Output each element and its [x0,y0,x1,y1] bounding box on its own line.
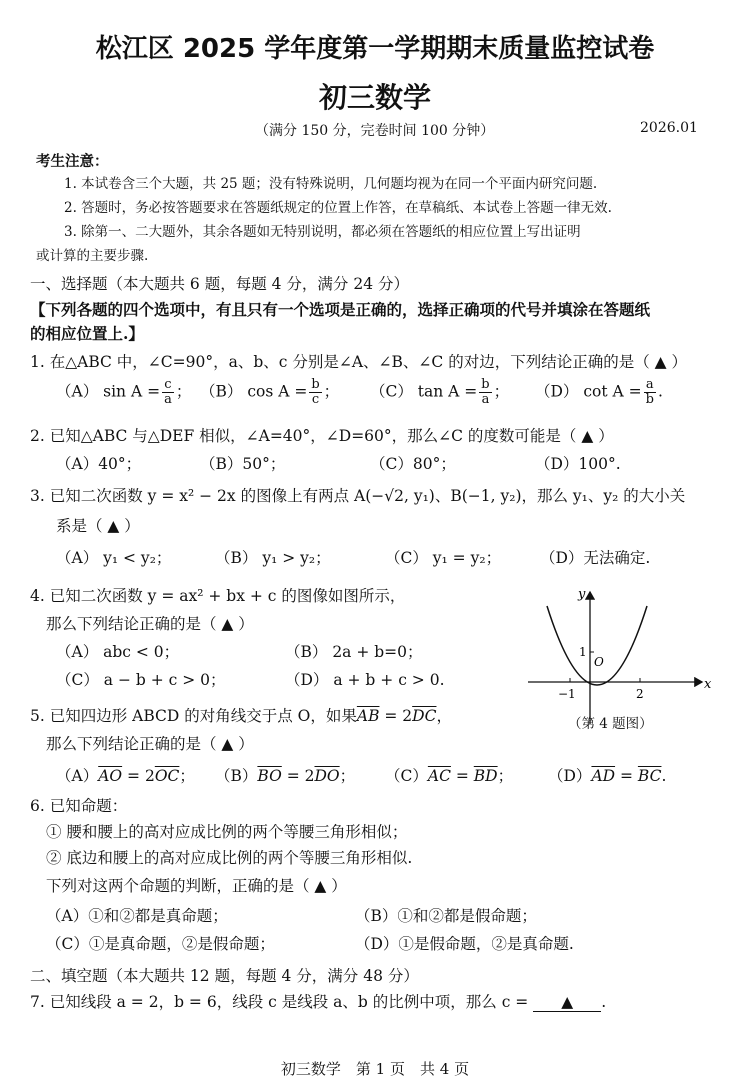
q1-option-c: （C） tan A = $\frac{b}{a}$ ； [370,377,510,407]
section1-heading: 一、选择题（本大题共 6 题，每题 4 分，满分 24 分） [30,275,410,293]
page-footer: 初三数学 第 1 页 共 4 页 [280,1060,470,1078]
q4-option-d: （D） a + b + c > 0. [285,671,445,689]
notice-heading: 考生注意： [36,153,109,170]
notice-item-1: 1. 本试卷含三个大题，共 25 题；没有特殊说明，几何题均视为在同一个平面内研究问题. [64,176,598,192]
q1-option-b: （B） cos A = $\frac{b}{c}$ ； [200,377,340,407]
q3-option-c: （C） y₁ = y₂； [385,549,502,567]
q3-stem-a: 3. 已知二次函数 y = x² − 2x 的图像上有两点 A(−√2, y₁)、B(−1, y₂)，那么 y₁、y₂ 的大小关 [30,487,686,505]
q2-option-d: （D）100°. [535,455,621,473]
q3-stem-b: 系是（ ▲ ） [56,517,140,535]
q6-option-a: （A）①和②都是真命题； [46,907,228,925]
x-axis-label: x [704,677,712,692]
q7-stem: 7. 已知线段 a = 2，b = 6，线段 c 是线段 a、b 的比例中项，那么 c = ▲ . [30,993,607,1011]
q2-stem: 2. 已知△ABC 与△DEF 相似，∠A=40°，∠D=60°，那么∠C 的度数可能是（ ▲ ） [30,427,614,445]
q6-question: 下列对这两个命题的判断，正确的是（ ▲ ） [46,877,347,895]
q4-option-a: （A） abc < 0； [56,643,180,661]
q5-option-b: $(B)\overline{BO} = 2\overline{DO}$； [215,767,356,785]
q4-figure-caption: （第 4 题图） [568,716,653,732]
q1-stem: 1. 在△ABC 中，∠C=90°，a、b、c 分别是∠A、∠B、∠C 的对边，下列结论正确的是（ ▲ ） [30,353,687,371]
tick-neg1-label: −1 [558,687,576,701]
q2-option-b: （B）50°； [200,455,286,473]
section2-heading: 二、填空题（本大题共 12 题，每题 4 分，满分 48 分） [30,967,419,985]
q5-option-c: $(C)\overline{AC} = \overline{BD}$； [385,767,514,785]
notice-item-2: 2. 答题时，务必按答题要求在答题纸规定的位置上作答，在草稿纸、本试卷上答题一律无效. [64,200,612,216]
parabola-curve [547,606,647,685]
q3-option-b: （B） y₁ > y₂； [215,549,331,567]
notice-item-3b: 或计算的主要步骤. [36,248,149,264]
section1-instruction-b: 的相应位置上.】 [30,324,144,343]
q4-stem-b: 那么下列结论正确的是（ ▲ ） [46,615,254,633]
q2-option-c: （C）80°； [370,455,456,473]
q6-proposition-1: ① 腰和腰上的高对应成比例的两个等腰三角形相似； [46,823,408,841]
q4-option-c: （C） a − b + c > 0； [56,671,226,689]
q7-answer-blank: ▲ [533,993,601,1012]
q6-option-d: （D）①是假命题，②是真命题. [355,935,574,953]
q2-option-a: （A）40°； [56,455,142,473]
section1-instruction-a: 【下列各题的四个选项中，有且只有一个选项是正确的，选择正确项的代号并填涂在答题纸 [30,300,651,319]
q4-stem-a: 4. 已知二次函数 y = ax² + bx + c 的图像如图所示， [30,587,406,605]
q5-stem-a: 5. 已知四边形 ABCD 的对角线交于点 O，如果$\overline{AB} = 2\overline{DC}$， [30,707,452,725]
q5-option-d: $(D)\overline{AD} = \overline{BC}$. [548,767,667,785]
exam-date: 2026.01 [640,120,698,136]
q3-option-a: （A） y₁ < y₂； [56,549,172,567]
q5-stem-b: 那么下列结论正确的是（ ▲ ） [46,735,254,753]
tick-2-label: 2 [636,687,644,701]
origin-label: O [594,655,604,669]
subject-title: 初三数学 [318,81,431,114]
notice-item-3a: 3. 除第一、二大题外，其余各题如无特别说明，都必须在答题纸的相应位置上写出证明 [64,224,581,240]
q3-option-d: （D）无法确定. [540,549,651,567]
y-axis-label: y [578,587,586,602]
q4-option-b: （B） 2a + b=0； [285,643,423,661]
q1-option-a: （A） sin A = $\frac{c}{a}$ ； [56,377,192,407]
q6-option-b: （B）①和②都是假命题； [355,907,537,925]
q6-stem: 6. 已知命题： [30,797,128,815]
q5-option-a: $(A)\overline{AO} = 2\overline{OC}$； [56,767,195,785]
q6-option-c: （C）①是真命题，②是假命题； [46,935,275,953]
q6-proposition-2: ② 底边和腰上的高对应成比例的两个等腰三角形相似. [46,849,413,867]
tick-1-label: 1 [579,645,587,659]
q1-option-d: （D） cot A = $\frac{a}{b}$ . [535,377,663,407]
exam-info: （满分 150 分，完卷时间 100 分钟） [255,123,495,139]
exam-title: 松江区 2025 学年度第一学期期末质量监控试卷 [95,34,655,64]
